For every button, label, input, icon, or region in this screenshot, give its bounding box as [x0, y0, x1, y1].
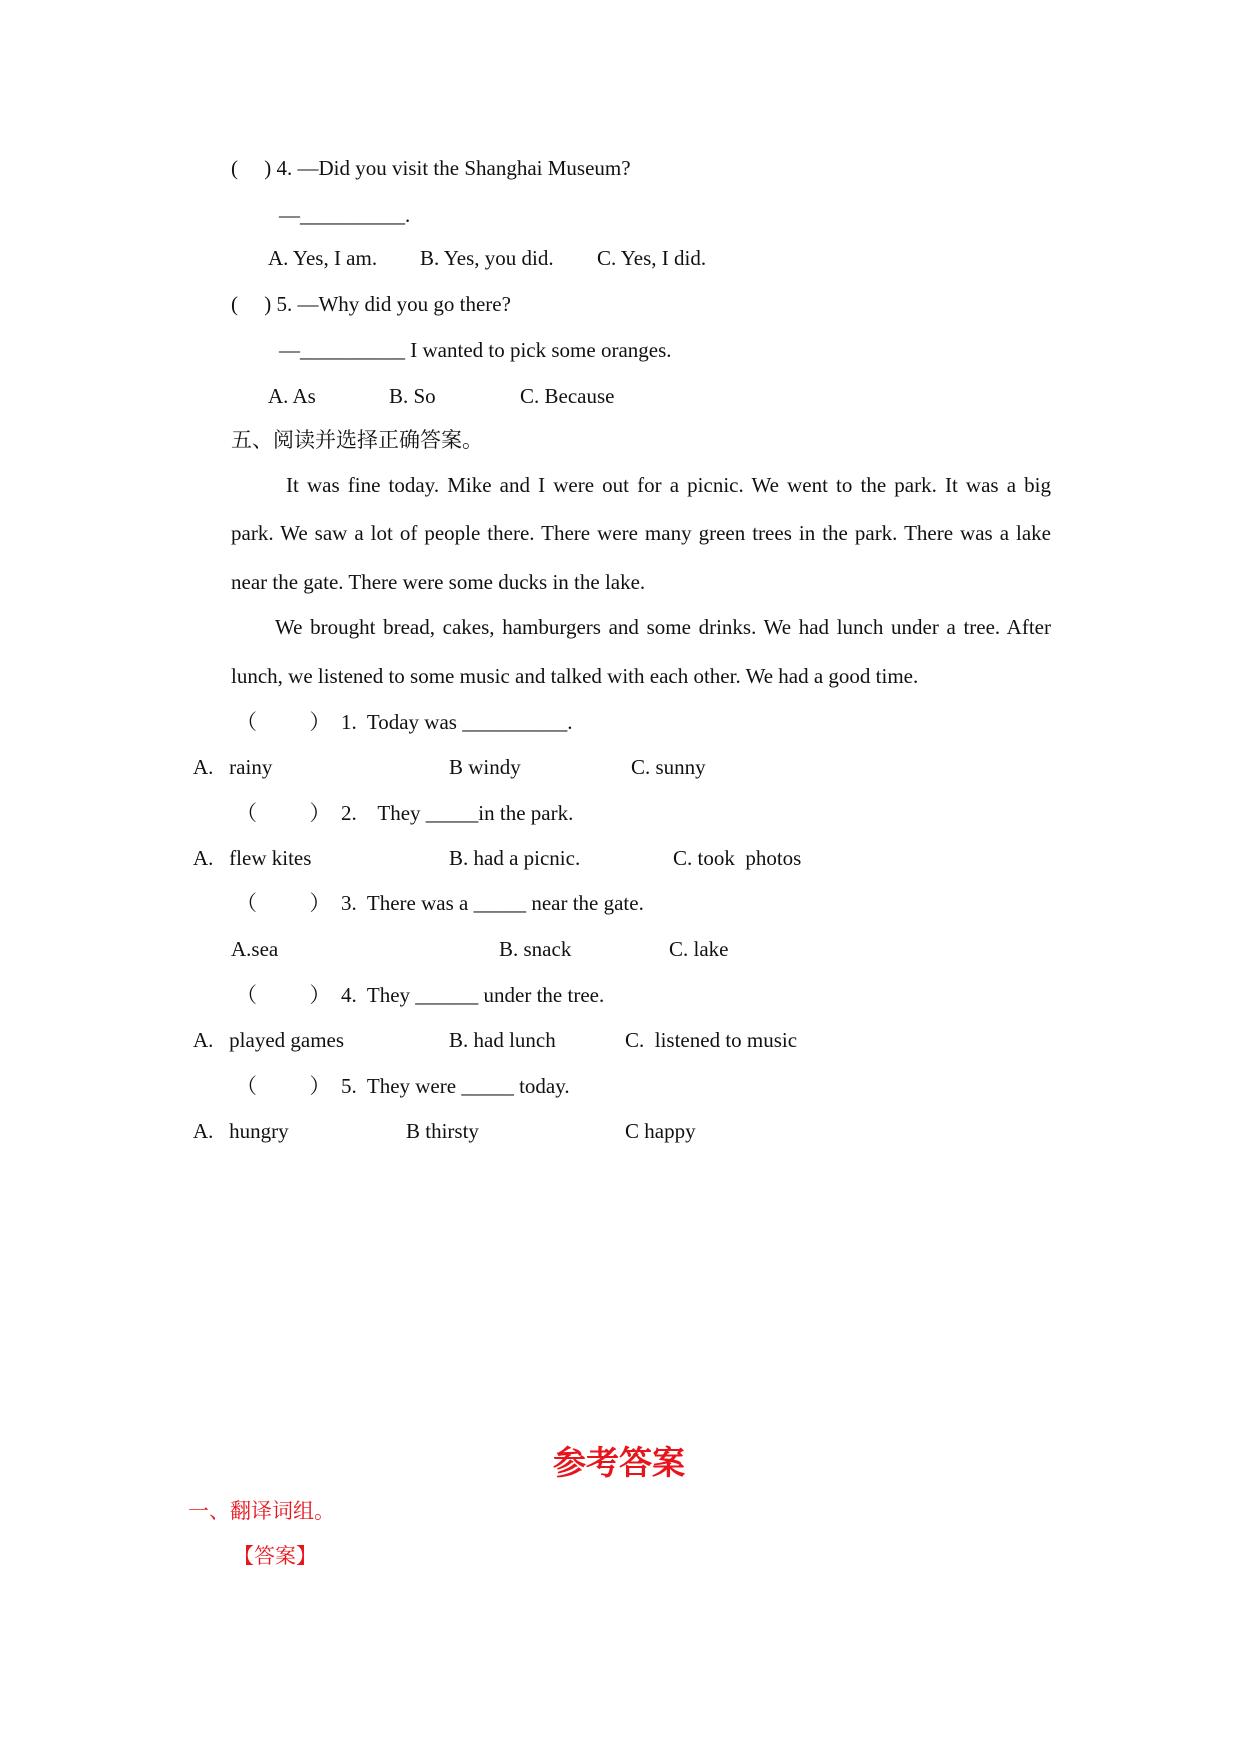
option-b: B thirsty	[406, 1119, 479, 1143]
option-a: A. played games	[193, 1028, 345, 1052]
option-c: C happy	[625, 1119, 696, 1143]
passage-line: It was fine today. Mike and I were out for a picnic. We went to the park. It was a big	[286, 473, 1051, 497]
section-heading: 五、阅读并选择正确答案。	[231, 428, 483, 452]
option-b: B windy	[449, 755, 521, 779]
option-c: C. lake	[669, 937, 729, 961]
answer-tag: 【答案】	[233, 1544, 317, 1568]
passage-line: lunch, we listened to some music and talked with each other. We had a good time.	[231, 664, 919, 688]
answer-paren: （ ）	[236, 891, 331, 915]
answer-blank: —__________ I wanted to pick some oranges.	[279, 338, 672, 362]
question-stem: ( ) 5. —Why did you go there?	[231, 292, 511, 316]
option-a: A. hungry	[193, 1119, 289, 1143]
option-c: C. Yes, I did.	[597, 246, 707, 270]
answer-paren: （ ）	[236, 710, 331, 734]
question-stem: 2. They _____in the park.	[341, 801, 574, 825]
answer-paren: （ ）	[236, 801, 331, 825]
answer-section-heading: 一、翻译词组。	[188, 1499, 335, 1523]
answer-key-title: 参考答案	[553, 1446, 685, 1482]
option-b: B. So	[389, 384, 436, 408]
passage-line: We brought bread, cakes, hamburgers and some drinks. We had lunch under a tree. After	[275, 615, 1051, 639]
question-stem: 4. They ______ under the tree.	[341, 983, 605, 1007]
answer-paren: （ ）	[236, 983, 331, 1007]
option-c: C. took photos	[673, 846, 802, 870]
answer-blank: —__________.	[279, 203, 411, 227]
option-b: B. had a picnic.	[449, 846, 581, 870]
option-c: C. sunny	[631, 755, 706, 779]
question-stem: 1. Today was __________.	[341, 710, 573, 734]
option-a: A. rainy	[193, 755, 273, 779]
option-a: A. flew kites	[193, 846, 312, 870]
option-b: B. had lunch	[449, 1028, 556, 1052]
question-stem: 5. They were _____ today.	[341, 1074, 570, 1098]
passage-line: near the gate. There were some ducks in the lake.	[231, 570, 646, 594]
passage-line: park. We saw a lot of people there. There were many green trees in the park. There was a lake	[231, 521, 1051, 545]
question-stem: ( ) 4. —Did you visit the Shanghai Museum?	[231, 156, 631, 180]
option-c: C. Because	[520, 384, 615, 408]
question-stem: 3. There was a _____ near the gate.	[341, 891, 644, 915]
option-a: A.sea	[231, 937, 279, 961]
answer-paren: （ ）	[236, 1074, 331, 1098]
option-a: A. As	[268, 384, 316, 408]
option-a: A. Yes, I am.	[268, 246, 378, 270]
option-b: B. Yes, you did.	[420, 246, 554, 270]
option-c: C. listened to music	[625, 1028, 798, 1052]
option-b: B. snack	[499, 937, 572, 961]
